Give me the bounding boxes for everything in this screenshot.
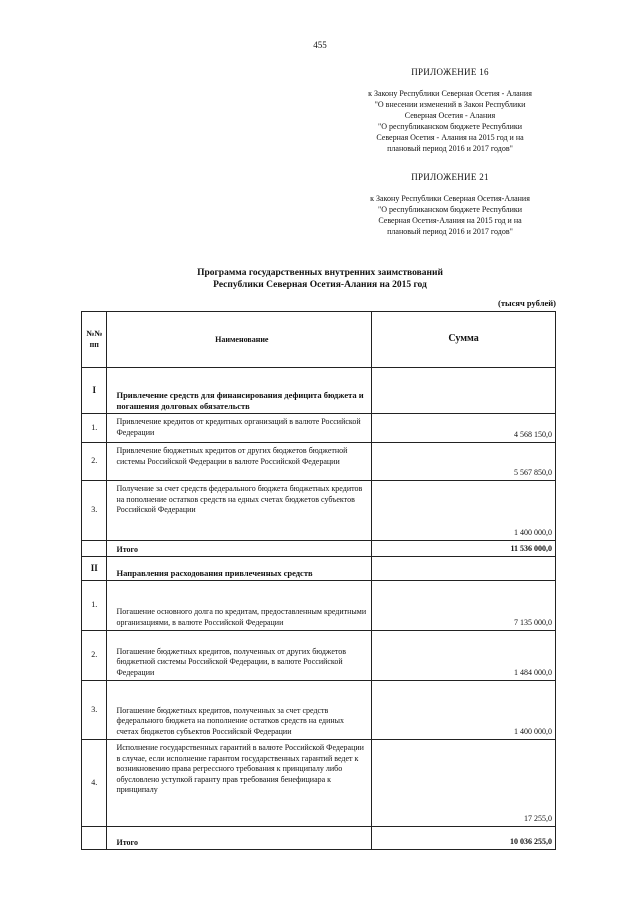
- row-num: 2.: [82, 443, 107, 481]
- appendix-21-line: плановый период 2016 и 2017 годов": [387, 227, 513, 236]
- table-row: [82, 681, 556, 740]
- row-name: Погашение бюджетных кредитов, полученных за счет средств федерального бюджета на пополнение остатков средств на единых счетах бюджетов субъектов Российской Федерации: [107, 681, 372, 740]
- appendix-16-title: ПРИЛОЖЕНИЕ 16: [411, 67, 489, 77]
- row-name: Погашение бюджетных кредитов, полученных от других бюджетов бюджетной системы Российской Федерации, в валюте Российской Федерации: [107, 631, 372, 681]
- section-row: [82, 557, 556, 581]
- row-num: 1.: [82, 414, 107, 443]
- table-row: [82, 481, 556, 541]
- row-sum: 1 400 000,0: [372, 681, 556, 740]
- total-num: [82, 541, 107, 557]
- appendix-21-block: [340, 172, 560, 237]
- document-title-line: Республики Северная Осетия-Алания на 2015 год: [213, 280, 427, 290]
- row-num: 3.: [82, 481, 107, 541]
- section-title: Направления расходования привлеченных средств: [107, 557, 372, 581]
- row-name: Исполнение государственных гарантий в валюте Российской Федерации в случае, если исполнение гарантом государственных гарантий ведет к возникновению права регрессного требования к принципалу либо обусловлено уступкой гаранту прав требования бенефициара к принципалу: [107, 740, 372, 827]
- document-title-line: Программа государственных внутренних заимствований: [197, 268, 443, 278]
- row-num: 4.: [82, 740, 107, 827]
- row-name: Привлечение кредитов от кредитных организаций в валюте Российской Федерации: [107, 414, 372, 443]
- total-label: Итого: [107, 827, 372, 850]
- total-row: [82, 827, 556, 850]
- header-name: Наименование: [107, 312, 372, 368]
- appendix-21-line: к Закону Республики Северная Осетия-Алания: [370, 194, 530, 203]
- section-sum: [372, 557, 556, 581]
- total-num: [82, 827, 107, 850]
- table-header-row: [82, 312, 556, 368]
- row-name: Привлечение бюджетных кредитов от других бюджетов бюджетной системы Российской Федерации в валюте Российской Федерации: [107, 443, 372, 481]
- table-row: [82, 631, 556, 681]
- table-row: [82, 581, 556, 631]
- table-row: [82, 443, 556, 481]
- appendix-16-line: Северная Осетия - Алания на 2015 год и на: [376, 133, 524, 142]
- page-number: 455: [313, 40, 327, 50]
- appendix-16-line: к Закону Республики Северная Осетия - Алания: [368, 89, 532, 98]
- total-sum: 11 536 000,0: [372, 541, 556, 557]
- section-num: II: [82, 557, 107, 581]
- total-row: [82, 541, 556, 557]
- appendix-16-block: [340, 67, 560, 154]
- appendix-21-title: ПРИЛОЖЕНИЕ 21: [411, 172, 489, 182]
- total-label: Итого: [107, 541, 372, 557]
- row-sum: 4 568 150,0: [372, 414, 556, 443]
- table-row: [82, 414, 556, 443]
- row-sum: 7 135 000,0: [372, 581, 556, 631]
- row-name: Погашение основного долга по кредитам, предоставленным кредитными организациями, в валюте Российской Федерации: [107, 581, 372, 631]
- appendix-21-line: "О республиканском бюджете Республики: [377, 205, 523, 214]
- header-sum: Сумма: [372, 312, 556, 368]
- section-row: [82, 368, 556, 414]
- section-sum: [372, 368, 556, 414]
- row-num: 3.: [82, 681, 107, 740]
- borrowing-program-table: [81, 311, 556, 850]
- document-title: [100, 267, 540, 291]
- appendix-16-line: "О внесении изменений в Закон Республики: [374, 100, 526, 109]
- row-sum: 1 484 000,0: [372, 631, 556, 681]
- total-sum: 10 036 255,0: [372, 827, 556, 850]
- section-num: I: [82, 368, 107, 414]
- row-num: 2.: [82, 631, 107, 681]
- row-sum: 5 567 850,0: [372, 443, 556, 481]
- appendix-16-line: "О республиканском бюджете Республики: [377, 122, 523, 131]
- units-label: (тысяч рублей): [498, 298, 556, 308]
- appendix-21-line: Северная Осетия-Алания на 2015 год и на: [378, 216, 522, 225]
- table-row: [82, 740, 556, 827]
- row-sum: 1 400 000,0: [372, 481, 556, 541]
- row-sum: 17 255,0: [372, 740, 556, 827]
- appendix-16-line: Северная Осетия - Алания: [404, 111, 496, 120]
- row-num: 1.: [82, 581, 107, 631]
- header-num: №№ пп: [82, 312, 107, 368]
- appendix-16-line: плановый период 2016 и 2017 годов": [387, 144, 513, 153]
- section-title: Привлечение средств для финансирования дефицита бюджета и погашения долговых обязательств: [107, 368, 372, 414]
- row-name: Получение за счет средств федерального бюджета бюджетных кредитов на пополнение остатков средств на едных счетах бюджетов субъектов Российской Федерации: [107, 481, 372, 541]
